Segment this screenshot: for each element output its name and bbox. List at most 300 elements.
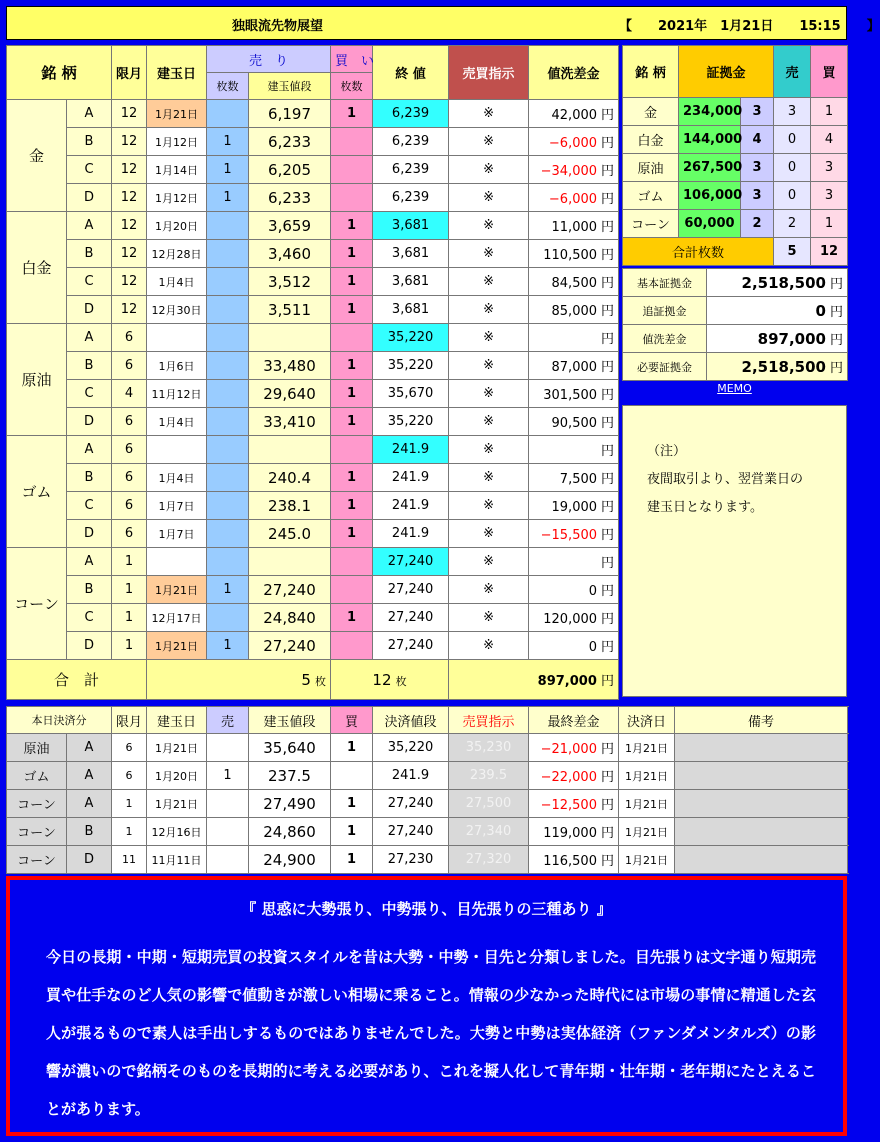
settle-price: 27,240: [373, 818, 449, 846]
sell-count: [207, 408, 249, 436]
settle-month: 11: [112, 846, 147, 874]
entry-price: 3,659: [249, 212, 331, 240]
yen-unit: 円: [601, 332, 615, 347]
contract-month: 4: [112, 380, 147, 408]
entry-date: 11月12日: [147, 380, 207, 408]
contract-month: 12: [112, 212, 147, 240]
entry-price: 27,240: [249, 576, 331, 604]
yen-unit: 円: [601, 416, 615, 431]
margin-row: [623, 210, 848, 238]
settle-buy-count: 1: [331, 818, 373, 846]
sell-count: 1: [207, 128, 249, 156]
entry-date: 1月7日: [147, 520, 207, 548]
position-row: [7, 156, 619, 184]
contract-month: 12: [112, 240, 147, 268]
yen-unit: 円: [601, 220, 615, 235]
position-row: [7, 100, 619, 128]
entry-price: 33,480: [249, 352, 331, 380]
trade-instruction: ※: [449, 268, 529, 296]
memo-box: [622, 405, 847, 697]
margin-row: [623, 126, 848, 154]
brand-name: 原油: [7, 324, 67, 436]
total-buy-count: 12: [372, 670, 392, 689]
margin-sell-count: 0: [774, 126, 811, 154]
close-price: 3,681: [373, 296, 449, 324]
settlement-row: [7, 818, 848, 846]
settle-sell-count: [207, 790, 249, 818]
mark-to-market-diff: [529, 128, 619, 156]
yen-unit: 円: [601, 612, 615, 627]
settle-buy-count: 1: [331, 734, 373, 762]
trade-instruction: ※: [449, 436, 529, 464]
trade-instruction: ※: [449, 128, 529, 156]
diff-value: 0: [588, 640, 598, 655]
settle-instruction: 239.5: [449, 762, 529, 790]
diff-value: −6,000: [548, 192, 598, 207]
diff-value: 301,500: [543, 388, 598, 403]
total-buy-unit: 枚: [395, 674, 407, 688]
contract-month: 6: [112, 492, 147, 520]
entry-price: 240.4: [249, 464, 331, 492]
settle-month: 1: [112, 790, 147, 818]
contract-month: 12: [112, 100, 147, 128]
entry-date: [147, 548, 207, 576]
buy-count: 1: [331, 408, 373, 436]
margin-position-count: 3: [741, 98, 774, 126]
close-price: 3,681: [373, 240, 449, 268]
settle-brand: ゴム: [7, 762, 67, 790]
yen-unit: 円: [600, 798, 614, 813]
entry-price: 3,512: [249, 268, 331, 296]
settle-brand: 原油: [7, 734, 67, 762]
diff-value: 87,000: [551, 360, 598, 375]
close-price: 3,681: [373, 268, 449, 296]
settlement-table: [6, 706, 848, 874]
entry-date: 1月4日: [147, 268, 207, 296]
commentary-heading: 『 思惑に大勢張り、中勢張り、目先張りの三種あり 』: [241, 900, 612, 918]
buy-count: [331, 576, 373, 604]
contract-key: C: [67, 156, 112, 184]
settle-sell-count: [207, 818, 249, 846]
settle-key: A: [67, 762, 112, 790]
diff-value: 7,500: [559, 472, 598, 487]
settlement-row: [7, 762, 848, 790]
buy-count: 1: [331, 296, 373, 324]
position-row: [7, 548, 619, 576]
settle-price: 27,230: [373, 846, 449, 874]
diff-value: 84,500: [551, 276, 598, 291]
yen-unit: 円: [601, 388, 615, 403]
margin-brand: 金: [623, 98, 679, 126]
mark-to-market-diff: [529, 352, 619, 380]
trade-instruction: ※: [449, 520, 529, 548]
mark-to-market-diff: [529, 604, 619, 632]
margin-buy-count: 1: [811, 210, 848, 238]
diff-value: 19,000: [551, 500, 598, 515]
total-label: 合 計: [7, 660, 147, 700]
summary-value: [707, 353, 848, 381]
header-buy-count: 枚数: [331, 73, 373, 100]
mark-to-market-diff: [529, 436, 619, 464]
sell-count: [207, 240, 249, 268]
buy-count: [331, 436, 373, 464]
settle-diff-value: −22,000: [540, 770, 597, 785]
margin-amount: 106,000: [679, 182, 741, 210]
mark-to-market-diff: [529, 240, 619, 268]
contract-key: B: [67, 464, 112, 492]
settle-month: 6: [112, 762, 147, 790]
entry-date: 1月21日: [147, 632, 207, 660]
margin-row: [623, 154, 848, 182]
margin-header-sell: 売: [774, 46, 811, 98]
trade-instruction: ※: [449, 632, 529, 660]
total-sell-unit: 枚: [315, 674, 327, 688]
position-row: [7, 576, 619, 604]
buy-count: 1: [331, 212, 373, 240]
settle-instruction: 27,500: [449, 790, 529, 818]
mark-to-market-diff: [529, 100, 619, 128]
margin-brand: 原油: [623, 154, 679, 182]
contract-month: 1: [112, 576, 147, 604]
sell-count: [207, 464, 249, 492]
diff-value: 85,000: [551, 304, 598, 319]
margin-position-count: 4: [741, 126, 774, 154]
settle-notes: [675, 762, 848, 790]
position-row: [7, 464, 619, 492]
contract-key: C: [67, 268, 112, 296]
contract-key: A: [67, 324, 112, 352]
brand-name: 白金: [7, 212, 67, 324]
sell-count: [207, 492, 249, 520]
settle-price: 241.9: [373, 762, 449, 790]
buy-count: 1: [331, 464, 373, 492]
entry-price: 6,233: [249, 184, 331, 212]
mark-to-market-diff: [529, 380, 619, 408]
settle-header-diff: 最終差金: [529, 707, 619, 734]
yen-unit: 円: [601, 472, 615, 487]
settle-instruction: 27,340: [449, 818, 529, 846]
summary-row: [623, 297, 848, 325]
mark-to-market-diff: [529, 324, 619, 352]
settlement-row: [7, 790, 848, 818]
settle-key: A: [67, 790, 112, 818]
entry-price: 238.1: [249, 492, 331, 520]
entry-date: 1月14日: [147, 156, 207, 184]
diff-value: −6,000: [548, 136, 598, 151]
yen-unit: 円: [600, 826, 614, 841]
settle-notes: [675, 790, 848, 818]
header-brand: 銘 柄: [7, 46, 112, 100]
entry-date: [147, 436, 207, 464]
close-price: 27,240: [373, 632, 449, 660]
buy-count: 1: [331, 492, 373, 520]
entry-date: 1月7日: [147, 492, 207, 520]
header-price: 建玉値段: [249, 73, 331, 100]
yen-unit: 円: [600, 742, 614, 757]
entry-price: 6,197: [249, 100, 331, 128]
settle-header-price: 建玉値段: [249, 707, 331, 734]
summary-amount: 897,000: [757, 330, 826, 348]
total-diff: 897,000: [537, 674, 597, 689]
yen-unit: 円: [601, 500, 615, 515]
margin-sell-count: 0: [774, 154, 811, 182]
settle-header-brand: 本日決済分: [7, 707, 112, 734]
contract-key: B: [67, 240, 112, 268]
summary-row: [623, 325, 848, 353]
brand-name: ゴム: [7, 436, 67, 548]
yen-unit: 円: [829, 277, 843, 292]
contract-month: 1: [112, 548, 147, 576]
contract-month: 6: [112, 464, 147, 492]
yen-unit: 円: [601, 360, 615, 375]
yen-unit: 円: [601, 556, 615, 571]
close-price: 241.9: [373, 492, 449, 520]
settle-final-diff: [529, 790, 619, 818]
page-title: 独眼流先物展望: [232, 19, 324, 34]
sell-count: 1: [207, 576, 249, 604]
contract-key: D: [67, 408, 112, 436]
sell-count: 1: [207, 632, 249, 660]
trade-instruction: ※: [449, 212, 529, 240]
settle-sell-count: 1: [207, 762, 249, 790]
settle-header-settle-date: 決済日: [619, 707, 675, 734]
trade-instruction: ※: [449, 240, 529, 268]
settle-entry-date: 11月11日: [147, 846, 207, 874]
mark-to-market-diff: [529, 184, 619, 212]
entry-price: 3,511: [249, 296, 331, 324]
margin-row: [623, 182, 848, 210]
margin-buy-count: 3: [811, 182, 848, 210]
sell-count: [207, 268, 249, 296]
close-price: 3,681: [373, 212, 449, 240]
summary-row: [623, 353, 848, 381]
header-diff: 値洗差金: [529, 46, 619, 100]
margin-brand: コーン: [623, 210, 679, 238]
sell-count: 1: [207, 184, 249, 212]
entry-price: 3,460: [249, 240, 331, 268]
contract-key: C: [67, 604, 112, 632]
settle-key: D: [67, 846, 112, 874]
trade-instruction: ※: [449, 380, 529, 408]
position-row: [7, 492, 619, 520]
yen-unit: 円: [829, 305, 843, 320]
trade-instruction: ※: [449, 352, 529, 380]
position-row: [7, 520, 619, 548]
settle-entry-date: 1月21日: [147, 734, 207, 762]
close-price: 35,220: [373, 352, 449, 380]
entry-date: [147, 324, 207, 352]
contract-month: 1: [112, 632, 147, 660]
contract-key: A: [67, 100, 112, 128]
buy-count: [331, 184, 373, 212]
header-buy: 買 い: [331, 46, 373, 73]
settle-header-close: 決済値段: [373, 707, 449, 734]
trade-instruction: ※: [449, 184, 529, 212]
settle-header-date: 建玉日: [147, 707, 207, 734]
buy-count: 1: [331, 380, 373, 408]
close-price: 241.9: [373, 436, 449, 464]
summary-table: [622, 268, 848, 381]
header-sell-count: 枚数: [207, 73, 249, 100]
sell-count: [207, 100, 249, 128]
settle-date: 1月21日: [619, 734, 675, 762]
entry-date: 12月30日: [147, 296, 207, 324]
entry-date: 1月21日: [147, 100, 207, 128]
trade-instruction: ※: [449, 548, 529, 576]
trade-instruction: ※: [449, 576, 529, 604]
diff-value: 11,000: [551, 220, 598, 235]
position-row: [7, 296, 619, 324]
summary-amount: 2,518,500: [741, 274, 826, 292]
contract-key: D: [67, 296, 112, 324]
settle-header-instruction: 売買指示: [449, 707, 529, 734]
entry-date: 12月28日: [147, 240, 207, 268]
sell-count: [207, 324, 249, 352]
settle-brand: コーン: [7, 846, 67, 874]
sell-count: [207, 604, 249, 632]
summary-amount: 0: [815, 302, 826, 320]
entry-date: 1月6日: [147, 352, 207, 380]
settle-date: 1月21日: [619, 790, 675, 818]
contract-month: 6: [112, 520, 147, 548]
settle-diff-value: 116,500: [543, 854, 597, 869]
settle-entry-price: 35,640: [249, 734, 331, 762]
sell-count: [207, 520, 249, 548]
entry-price: [249, 324, 331, 352]
summary-value: [707, 325, 848, 353]
yen-unit: 円: [829, 361, 843, 376]
margin-brand: 白金: [623, 126, 679, 154]
memo-line-1: （注）: [647, 444, 687, 459]
settle-date: 1月21日: [619, 818, 675, 846]
trade-instruction: ※: [449, 324, 529, 352]
margin-sell-count: 3: [774, 98, 811, 126]
position-row: [7, 352, 619, 380]
settle-header-buy: 買: [331, 707, 373, 734]
diff-value: 110,500: [543, 248, 598, 263]
position-row: [7, 128, 619, 156]
margin-sell-count: 0: [774, 182, 811, 210]
diff-value: 0: [588, 584, 598, 599]
summary-label: 基本証拠金: [623, 269, 707, 297]
contract-month: 6: [112, 408, 147, 436]
position-row: [7, 212, 619, 240]
settle-entry-price: 27,490: [249, 790, 331, 818]
trade-instruction: ※: [449, 408, 529, 436]
contract-key: A: [67, 548, 112, 576]
entry-price: 6,205: [249, 156, 331, 184]
buy-count: [331, 128, 373, 156]
sell-count: [207, 352, 249, 380]
diff-value: −34,000: [540, 164, 598, 179]
mark-to-market-diff: [529, 492, 619, 520]
sell-count: [207, 212, 249, 240]
summary-row: [623, 269, 848, 297]
settle-month: 6: [112, 734, 147, 762]
yen-unit: 円: [601, 108, 615, 123]
settle-key: A: [67, 734, 112, 762]
margin-header-brand: 銘 柄: [623, 46, 679, 98]
contract-month: 6: [112, 436, 147, 464]
entry-price: 27,240: [249, 632, 331, 660]
contract-key: A: [67, 436, 112, 464]
entry-price: [249, 548, 331, 576]
positions-table: [6, 45, 619, 700]
trade-instruction: ※: [449, 604, 529, 632]
margin-buy-count: 4: [811, 126, 848, 154]
position-row: [7, 240, 619, 268]
settle-price: 27,240: [373, 790, 449, 818]
summary-label: 値洗差金: [623, 325, 707, 353]
sell-count: [207, 548, 249, 576]
close-price: 6,239: [373, 100, 449, 128]
buy-count: 1: [331, 604, 373, 632]
position-row: [7, 408, 619, 436]
settle-entry-price: 237.5: [249, 762, 331, 790]
settle-notes: [675, 734, 848, 762]
mark-to-market-diff: [529, 296, 619, 324]
brand-name: 金: [7, 100, 67, 212]
contract-month: 1: [112, 604, 147, 632]
margin-total-label: 合計枚数: [623, 238, 774, 266]
buy-count: [331, 632, 373, 660]
settle-instruction: 35,230: [449, 734, 529, 762]
memo-line-3: 建玉日となります。: [647, 500, 763, 515]
position-row: [7, 324, 619, 352]
yen-unit: 円: [601, 304, 615, 319]
date-time: 【 2021年 1月21日 15:15 】: [619, 19, 880, 34]
diff-value: 42,000: [551, 108, 598, 123]
settle-date: 1月21日: [619, 846, 675, 874]
settle-final-diff: [529, 846, 619, 874]
margin-total-buy: 12: [811, 238, 848, 266]
summary-value: [707, 297, 848, 325]
settle-key: B: [67, 818, 112, 846]
margin-row: [623, 98, 848, 126]
settle-date: 1月21日: [619, 762, 675, 790]
close-price: 27,240: [373, 576, 449, 604]
margin-amount: 267,500: [679, 154, 741, 182]
memo-title[interactable]: MEMO: [717, 382, 752, 395]
close-price: 35,670: [373, 380, 449, 408]
sell-count: [207, 296, 249, 324]
close-price: 6,239: [373, 128, 449, 156]
margin-brand: ゴム: [623, 182, 679, 210]
mark-to-market-diff: [529, 156, 619, 184]
entry-price: 24,840: [249, 604, 331, 632]
contract-month: 12: [112, 268, 147, 296]
close-price: 6,239: [373, 156, 449, 184]
yen-unit: 円: [601, 136, 615, 151]
settle-buy-count: [331, 762, 373, 790]
contract-month: 12: [112, 296, 147, 324]
margin-position-count: 3: [741, 182, 774, 210]
contract-month: 6: [112, 324, 147, 352]
contract-month: 12: [112, 184, 147, 212]
settle-final-diff: [529, 762, 619, 790]
trade-instruction: ※: [449, 100, 529, 128]
settle-buy-count: 1: [331, 790, 373, 818]
settle-diff-value: −12,500: [540, 798, 597, 813]
buy-count: 1: [331, 520, 373, 548]
mark-to-market-diff: [529, 408, 619, 436]
entry-date: 1月4日: [147, 464, 207, 492]
settlement-row: [7, 846, 848, 874]
close-price: 35,220: [373, 324, 449, 352]
settle-diff-value: −21,000: [540, 742, 597, 757]
settle-brand: コーン: [7, 790, 67, 818]
mark-to-market-diff: [529, 632, 619, 660]
